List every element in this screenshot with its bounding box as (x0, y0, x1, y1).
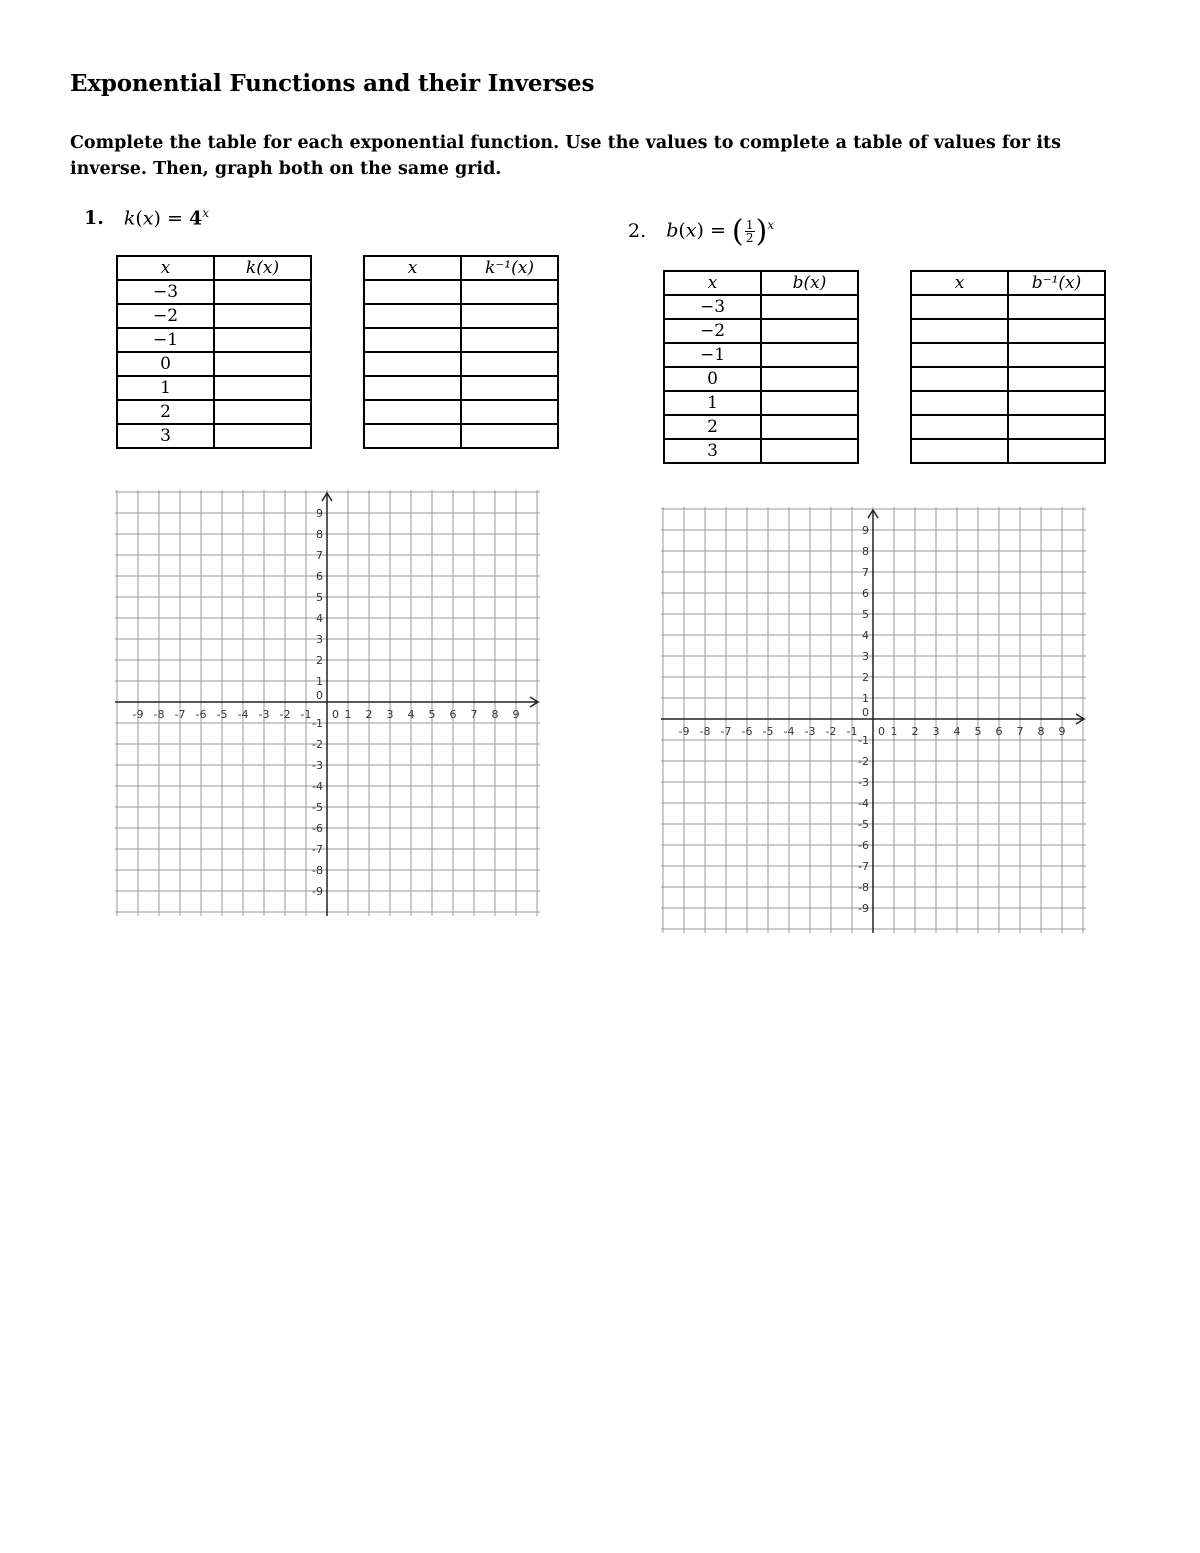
x-tick-label: 1 (890, 725, 898, 738)
x-tick-label: -6 (741, 725, 753, 738)
y-tick-label: 7 (316, 549, 323, 562)
k-table-x-cell: −1 (117, 328, 214, 352)
b-table-answer-cell[interactable] (761, 415, 858, 439)
x-tick-label: -7 (174, 708, 186, 721)
b-inv-cell[interactable] (911, 415, 1008, 439)
x-tick-label: 5 (428, 708, 436, 721)
x-tick-label: 8 (1037, 725, 1045, 738)
x-tick-label: 3 (932, 725, 940, 738)
x-tick-label: -5 (216, 708, 228, 721)
y-tick-label: -3 (858, 776, 869, 789)
k-inv-cell[interactable] (461, 400, 558, 424)
problem-2-var: x (685, 219, 697, 242)
b-table-answer-cell[interactable] (761, 439, 858, 463)
b-inv-cell[interactable] (1008, 367, 1105, 391)
x-tick-label: -7 (720, 725, 732, 738)
b-table-x-cell: 0 (664, 367, 761, 391)
x-tick-label: 4 (407, 708, 415, 721)
k-inv-cell[interactable] (364, 424, 461, 448)
x-tick-label: 0 (878, 725, 885, 738)
y-tick-label: 4 (316, 612, 323, 625)
y-tick-label: -8 (312, 864, 323, 877)
x-tick-label: -4 (237, 708, 249, 721)
b-table-answer-cell[interactable] (761, 295, 858, 319)
b-inv-cell[interactable] (911, 391, 1008, 415)
x-tick-label: -2 (279, 708, 291, 721)
k-table-x-cell: 2 (117, 400, 214, 424)
y-tick-label: 9 (862, 524, 869, 537)
k-table-x-cell: −2 (117, 304, 214, 328)
y-tick-label: 8 (316, 528, 323, 541)
b-table-x-cell: 3 (664, 439, 761, 463)
b-inv-cell[interactable] (1008, 319, 1105, 343)
x-tick-label: 6 (449, 708, 457, 721)
k-table-x-cell: 3 (117, 424, 214, 448)
y-tick-label: 4 (862, 629, 869, 642)
y-tick-label: 3 (862, 650, 869, 663)
x-tick-label: -1 (300, 708, 312, 721)
k-inv-cell[interactable] (364, 304, 461, 328)
y-tick-label: -4 (858, 797, 869, 810)
y-tick-label: 0 (316, 689, 323, 702)
b-inverse-table (910, 270, 1106, 464)
k-table-x-cell: −3 (117, 280, 214, 304)
b-table-x-cell: −3 (664, 295, 761, 319)
y-tick-label: 3 (316, 633, 323, 646)
y-tick-label: -1 (858, 734, 869, 747)
y-tick-label: 1 (316, 675, 323, 688)
x-tick-label: -4 (783, 725, 795, 738)
coordinate-grid-2[interactable] (661, 507, 1086, 933)
x-tick-label: 3 (386, 708, 394, 721)
x-tick-label: 2 (365, 708, 373, 721)
problem-1-base: 4 (188, 207, 203, 230)
y-tick-label: -6 (858, 839, 869, 852)
y-tick-label: -5 (858, 818, 869, 831)
k-inv-cell[interactable] (461, 304, 558, 328)
x-tick-label: -9 (678, 725, 690, 738)
x-tick-label: 0 (332, 708, 339, 721)
k-table-x-cell: 1 (117, 376, 214, 400)
problem-1-exponent: x (202, 206, 209, 220)
x-tick-label: 4 (953, 725, 961, 738)
x-tick-label: 9 (512, 708, 520, 721)
b-inv-cell[interactable] (1008, 295, 1105, 319)
page-title: Exponential Functions and their Inverses (70, 70, 595, 97)
k-inv-cell[interactable] (461, 376, 558, 400)
y-tick-label: 8 (862, 545, 869, 558)
k-inverse-table (363, 255, 559, 449)
y-tick-label: -8 (858, 881, 869, 894)
b-inv-header-fx: b⁻¹(x) (1008, 271, 1105, 295)
b-inv-cell[interactable] (911, 319, 1008, 343)
y-tick-label: -5 (312, 801, 323, 814)
b-inv-cell[interactable] (1008, 343, 1105, 367)
b-table-x-cell: −2 (664, 319, 761, 343)
problem-1-label: 1. $k(x) = 4^x$ (84, 206, 209, 230)
y-tick-label: -9 (858, 902, 869, 915)
y-tick-label: -2 (858, 755, 869, 768)
y-tick-label: 2 (862, 671, 869, 684)
b-table (663, 270, 859, 464)
k-inv-cell[interactable] (461, 352, 558, 376)
x-tick-label: -8 (153, 708, 165, 721)
one-half-fraction: $\frac{1}{2}$ (745, 218, 754, 245)
b-table-x-cell: 2 (664, 415, 761, 439)
k-table-answer-cell[interactable] (214, 280, 311, 304)
b-inv-cell[interactable] (911, 367, 1008, 391)
y-tick-label: -2 (312, 738, 323, 751)
x-tick-label: 7 (1016, 725, 1024, 738)
k-table-answer-cell[interactable] (214, 376, 311, 400)
k-inv-header-fx: k⁻¹(x) (461, 256, 558, 280)
instructions: Complete the table for each exponential function. Use the values to complete a table of values for its inverse. Then, graph both on the same grid. (70, 133, 1061, 179)
b-inv-cell[interactable] (911, 343, 1008, 367)
y-tick-label: -1 (312, 717, 323, 730)
k-inv-cell[interactable] (364, 352, 461, 376)
x-tick-label: 8 (491, 708, 499, 721)
x-tick-label: 1 (344, 708, 352, 721)
k-table-answer-cell[interactable] (214, 424, 311, 448)
y-tick-label: 0 (862, 706, 869, 719)
b-inv-header-x: x (911, 271, 1008, 295)
x-tick-label: 9 (1058, 725, 1066, 738)
b-table-answer-cell[interactable] (761, 367, 858, 391)
x-tick-label: -1 (846, 725, 858, 738)
k-inv-cell[interactable] (364, 280, 461, 304)
y-tick-label: 2 (316, 654, 323, 667)
k-inv-header-x: x (364, 256, 461, 280)
k-inv-cell[interactable] (461, 328, 558, 352)
problem-1-func-name: k (123, 207, 136, 230)
y-tick-label: -3 (312, 759, 323, 772)
problem-1-var: x (142, 207, 154, 230)
k-inv-cell[interactable] (364, 328, 461, 352)
k-inv-cell[interactable] (461, 280, 558, 304)
b-table-answer-cell[interactable] (761, 319, 858, 343)
k-inv-cell[interactable] (364, 400, 461, 424)
k-table-header-x: x (117, 256, 214, 280)
x-tick-label: -9 (132, 708, 144, 721)
x-tick-label: 2 (911, 725, 919, 738)
problem-1-number: 1. (84, 207, 104, 230)
b-inv-cell[interactable] (911, 295, 1008, 319)
y-tick-label: 7 (862, 566, 869, 579)
y-tick-label: 5 (862, 608, 869, 621)
b-inv-cell[interactable] (1008, 439, 1105, 463)
y-tick-label: 1 (862, 692, 869, 705)
y-tick-label: 9 (316, 507, 323, 520)
b-table-answer-cell[interactable] (761, 391, 858, 415)
b-table-header-x: x (664, 271, 761, 295)
problem-2-exponent: x (767, 218, 775, 233)
problem-2-label: 2. b(x) = ( $\frac{1}{2}$ )$^x$ (628, 214, 775, 249)
y-tick-label: 6 (862, 587, 869, 600)
problem-2-number: 2. (628, 219, 647, 242)
y-tick-label: 6 (316, 570, 323, 583)
k-table (116, 255, 312, 449)
y-tick-label: -9 (312, 885, 323, 898)
y-tick-label: -7 (312, 843, 323, 856)
x-tick-label: 6 (995, 725, 1003, 738)
k-table-answer-cell[interactable] (214, 400, 311, 424)
x-tick-label: -8 (699, 725, 711, 738)
k-inv-cell[interactable] (461, 424, 558, 448)
x-tick-label: 5 (974, 725, 982, 738)
k-table-answer-cell[interactable] (214, 352, 311, 376)
y-tick-label: -7 (858, 860, 869, 873)
x-tick-label: -2 (825, 725, 837, 738)
k-inv-cell[interactable] (364, 376, 461, 400)
k-table-answer-cell[interactable] (214, 328, 311, 352)
b-table-header-fx: b(x) (761, 271, 858, 295)
problem-2-func-name: b (666, 219, 679, 242)
x-tick-label: -3 (804, 725, 816, 738)
x-tick-label: -6 (195, 708, 207, 721)
k-table-header-fx: k(x) (214, 256, 311, 280)
b-inv-cell[interactable] (911, 439, 1008, 463)
y-tick-label: 5 (316, 591, 323, 604)
x-tick-label: 7 (470, 708, 478, 721)
b-inv-cell[interactable] (1008, 391, 1105, 415)
k-table-answer-cell[interactable] (214, 304, 311, 328)
y-tick-label: -6 (312, 822, 323, 835)
x-tick-label: -3 (258, 708, 270, 721)
b-table-answer-cell[interactable] (761, 343, 858, 367)
b-table-x-cell: −1 (664, 343, 761, 367)
b-table-x-cell: 1 (664, 391, 761, 415)
y-tick-label: -4 (312, 780, 323, 793)
x-tick-label: -5 (762, 725, 774, 738)
k-table-x-cell: 0 (117, 352, 214, 376)
coordinate-grid-1[interactable] (115, 490, 540, 916)
b-inv-cell[interactable] (1008, 415, 1105, 439)
